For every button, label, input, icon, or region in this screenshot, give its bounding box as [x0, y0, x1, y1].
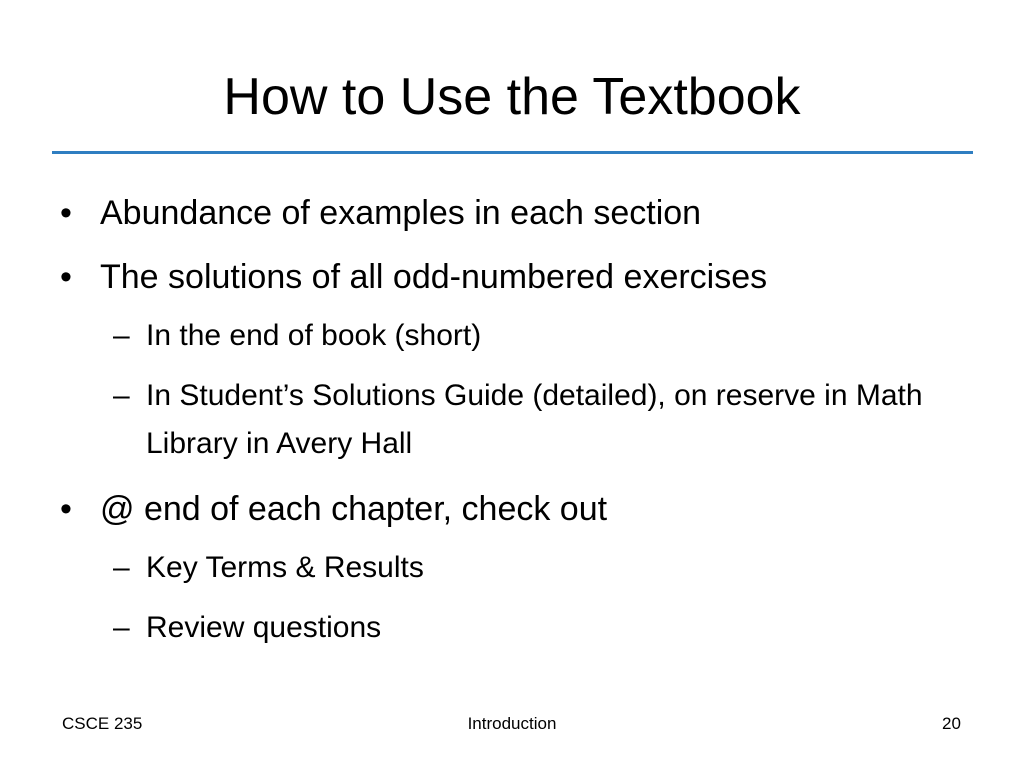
sub-bullet-text: In the end of book (short) [146, 319, 482, 352]
dash-icon: – [113, 379, 130, 412]
bullet-text: Abundance of examples in each section [100, 194, 702, 232]
slide-title: How to Use the Textbook [223, 68, 801, 126]
dash-icon: – [113, 319, 130, 352]
bullet-icon: • [60, 258, 72, 296]
sub-bullet-text: Key Terms & Results [146, 551, 424, 584]
footer-section: Introduction [467, 714, 557, 733]
dash-icon: – [113, 611, 130, 644]
sub-bullet-text: Review questions [146, 611, 382, 644]
title-divider [52, 151, 973, 154]
footer-course: CSCE 235 [62, 714, 143, 733]
slide-body [58, 190, 978, 652]
sub-bullet-item [58, 604, 978, 652]
page-number: 20 [942, 714, 961, 733]
sub-bullet-text: In Student’s Solutions Guide (detailed), on reserve in Math Library in Avery Hall [146, 379, 923, 460]
dash-icon: – [113, 551, 130, 584]
sub-bullet-item [58, 372, 978, 468]
bullet-icon: • [60, 490, 72, 528]
sub-bullet-item [58, 312, 978, 360]
sub-bullet-item [58, 544, 978, 592]
bullet-text: @ end of each chapter, check out [100, 490, 608, 528]
bullet-item [58, 254, 978, 300]
bullet-item [58, 486, 978, 532]
bullet-item [58, 190, 978, 236]
bullet-text: The solutions of all odd-numbered exercises [100, 258, 768, 296]
bullet-icon: • [60, 194, 72, 232]
